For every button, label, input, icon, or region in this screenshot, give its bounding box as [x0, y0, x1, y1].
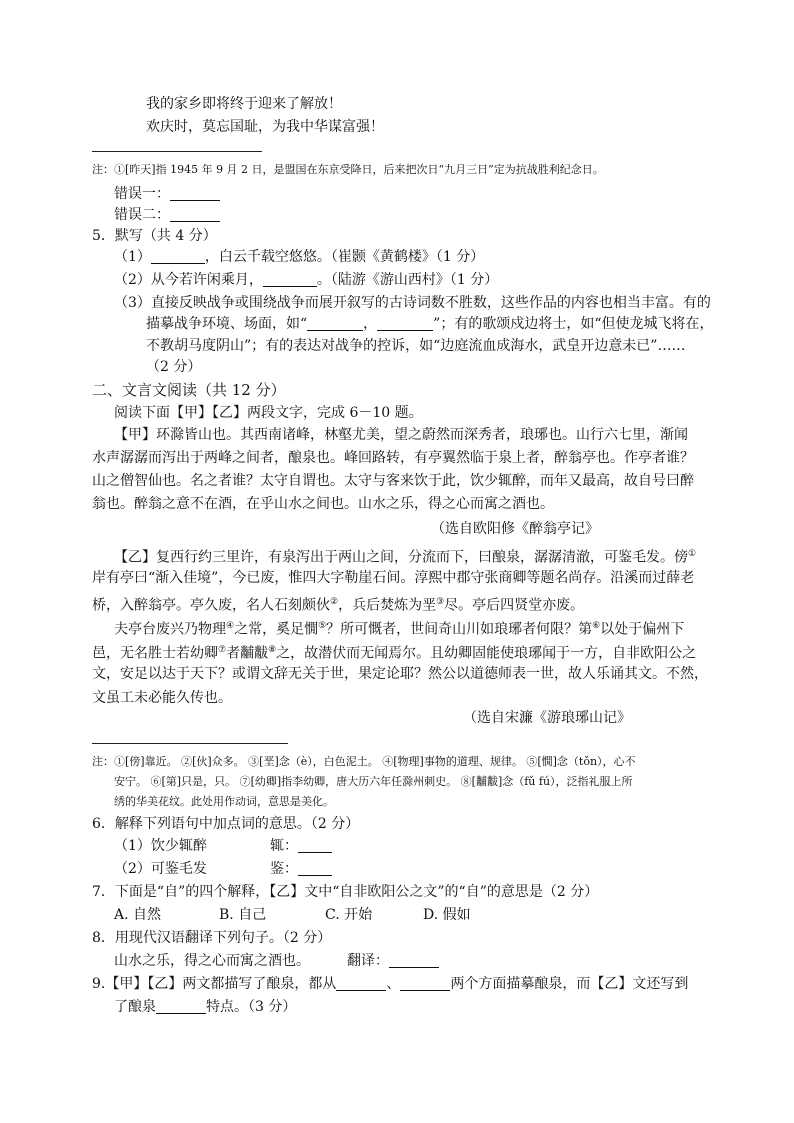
q5-item-1-number: （1） [114, 249, 151, 265]
q5-item-1 [114, 248, 484, 266]
yi-line-4-text-b: 之常，奚足憪 [234, 621, 319, 638]
q5-title: 5．默写（共 4 分） [92, 228, 217, 244]
q5-item-3-blank-2 [377, 316, 433, 331]
q5-item-3-suffix: ”；有的歌颂戍边将士，如“但使龙城飞将在， [433, 316, 714, 332]
q9-blank-1 [336, 976, 386, 991]
footnote-divider [92, 151, 262, 152]
q8-translation-label: 翻译： [347, 953, 389, 969]
q5-item-2-source: 。（陆游《游山西村》（1 分） [316, 272, 499, 288]
footnote-divider-2 [92, 743, 288, 744]
q9-blank-2 [400, 976, 450, 991]
yi-line-1 [114, 545, 696, 567]
error-one [114, 185, 220, 203]
q7-title: 7．下面是“自”的四个解释，【乙】文中“自非欧阳公之文”的“自”的意思是（2 分） [92, 884, 599, 900]
error-one-blank [170, 186, 220, 201]
q5-item-3-blank-1 [307, 316, 363, 331]
error-two-blank [170, 207, 220, 222]
yi-footnote-marker-4: ④ [226, 621, 235, 631]
q9-text-a: 9.【甲】【乙】两文都描写了酿泉，都从 [92, 976, 337, 992]
q7-option-d: D. 假如 [423, 907, 471, 923]
q5-item-3-prefix: 描摹战争环境、场面，如“ [146, 316, 308, 332]
yi-footnote-marker-5: ⑤ [318, 621, 327, 631]
q9-blank-3 [156, 999, 206, 1014]
section-2-intro: 阅读下面【甲】【乙】两段文字，完成 6－10 题。 [114, 405, 423, 421]
poem-line-1: 我的家乡即将终于迎来了解放！ [146, 96, 342, 112]
q5-item-1-blank [151, 249, 205, 264]
q5-item-3-line-1: （3）直接反映战争或围绕战争而展开叙写的古诗词数不胜数，这些作品的内容也相当丰富。有的 [114, 295, 711, 311]
notes-line-2: 安宁。 ⑥[第]只是，只。 ⑦[幼卿]指李幼卿，唐大历六年任滁州刺史。 ⑧[黼黻]念（fǔ fú），泛指礼服上所 [114, 775, 633, 788]
q9-line-2 [114, 998, 296, 1016]
yi-line-1-text: 【乙】复西行约三里许，有泉泻出于两山之间，分流而下，曰酿泉，潺潺清澈，可鉴毛发。傍 [114, 549, 688, 566]
error-one-label: 错误一： [114, 186, 170, 202]
yi-line-2: 岸有亭曰“渐入佳境”，今已废，惟四大字勒崖石间。淳熙中郡守张商卿等题名尚存。沿溪而过薛老 [92, 570, 695, 586]
yi-line-5 [92, 641, 696, 663]
jia-line-1: 【甲】环滁皆山也。其西南诸峰，林壑尤美，望之蔚然而深秀者，琅琊也。山行六七里，渐闻 [114, 427, 688, 443]
q5-item-2-text: （2）从今若许闲乘月， [114, 272, 263, 288]
q5-item-2 [114, 271, 498, 289]
q6-item-1-answer [270, 837, 332, 855]
yi-line-7: 文虽工未必能久传也。 [92, 690, 232, 706]
poem-line-2: 欢庆时，莫忘国耻，为我中华谋富强！ [146, 119, 384, 135]
yi-footnote-marker-8: ⑧ [268, 645, 277, 655]
yi-footnote-marker-3: ③ [436, 597, 445, 607]
notes-line-3: 绣的华美花纹。此处用作动词，意思是美化。 [114, 795, 334, 808]
yi-footnote-marker-6: ⑥ [592, 621, 601, 631]
q9-text-d: 特点。（3 分） [206, 999, 297, 1015]
q8-title: 8．用现代汉语翻译下列句子。（2 分） [92, 930, 332, 946]
jia-line-3: 山之僧智仙也。名之者谁？太守自谓也。太守与客来饮于此，饮少辄醉，而年又最高，故自号曰醉 [92, 473, 694, 489]
jia-line-2: 水声潺潺而泻出于两峰之间者，酿泉也。峰回路转，有亭翼然临于泉上者，醉翁亭也。作亭者谁？ [92, 450, 694, 466]
q7-option-b: B. 自己 [219, 907, 267, 923]
yi-line-3 [92, 593, 584, 615]
q6-title: 6．解释下列语句中加点词的意思。（2 分） [92, 816, 360, 832]
q5-item-1-text: ，白云千载空悠悠。（崔颢《黄鹤楼》（1 分） [204, 249, 485, 265]
jia-source: （选自欧阳修《醉翁亭记》 [431, 521, 599, 537]
q9-separator: 、 [386, 976, 401, 992]
q5-item-3-comma: ， [363, 316, 378, 332]
q6-item-2: （2）可鉴毛发 [114, 861, 207, 877]
q6-item-2-key: 鉴： [270, 861, 298, 877]
q6-item-2-answer [270, 860, 332, 878]
q9-text-c: 了酿泉 [114, 999, 156, 1015]
yi-line-3-text-c: 尽。亭后四贤堂亦废。 [444, 597, 585, 614]
section-2-title: 二、文言文阅读（共 12 分） [92, 381, 286, 399]
q6-item-1: （1）饮少辄醉 [114, 838, 207, 854]
yi-source: （选自宋濂《游琅琊山记》 [463, 710, 631, 726]
q9-line-1 [92, 975, 688, 993]
yi-footnote-marker-2: ② [330, 597, 339, 607]
yi-line-5-text-c: 之，故潜伏而无闻焉尔。且幼卿固能使琅琊闻于一方，自非欧阳公之 [276, 645, 697, 662]
q5-item-3-line-4: （2 分） [146, 359, 202, 375]
footnote-top: 注：①[昨天]指 1945 年 9 月 2 日，是盟国在东京受降日，后来把次日“九月三日”定为抗战胜利纪念日。 [92, 163, 604, 176]
yi-line-4-text-a: 夫亭台废兴乃物理 [114, 621, 226, 638]
yi-line-5-text-a: 邑，无名胜士若幼卿 [92, 645, 218, 662]
q9-text-b: 两个方面描摹酿泉，而【乙】文还写到 [450, 976, 689, 992]
yi-footnote-marker-7: ⑦ [218, 645, 227, 655]
q6-item-1-key: 辄： [270, 838, 298, 854]
q5-item-2-blank [263, 272, 317, 287]
jia-line-4: 翁也。醉翁之意不在酒，在乎山水之间也。山水之乐，得之心而寓之酒也。 [92, 496, 554, 512]
q8-translation-blank [389, 953, 439, 968]
yi-line-5-text-b: 者黼黻 [226, 645, 269, 662]
q5-item-3-line-3: 不教胡马度阴山”；有的表达对战争的控诉，如“边庭流血成海水，武皇开边意未已”…… [146, 338, 686, 354]
yi-line-6: 文，安足以达于天下？或谓文辞无关于世，果定论耶？然公以道德师表一世，故人乐诵其文。不然， [92, 666, 708, 682]
yi-footnote-marker-1: ① [688, 549, 697, 559]
q6-item-1-blank [298, 838, 332, 853]
q8-sentence: 山水之乐，得之心而寓之酒也。 [114, 953, 310, 969]
q7-option-c: C. 开始 [325, 907, 373, 923]
q5-item-3-line-2 [146, 315, 714, 333]
q7-option-a: A. 自然 [114, 907, 162, 923]
error-two [114, 206, 220, 224]
yi-line-4 [114, 617, 684, 639]
q8-translation [347, 952, 439, 970]
yi-line-3-text-a: 桥，入醉翁亭。亭久废，名人石刻颇伙 [92, 597, 330, 614]
q6-item-2-blank [298, 861, 332, 876]
notes-line-1: 注：①[傍]靠近。 ②[伙]众多。 ③[垩]念（è），白色泥土。 ④[物理]事物的道理、规律。 ⑤[憪]念（tǒn），心不 [92, 755, 636, 768]
yi-line-3-text-b: ，兵后焚炼为垩 [338, 597, 437, 614]
error-two-label: 错误二： [114, 207, 170, 223]
yi-line-4-text-c: ？所可慨者，世间奇山川如琅琊者何限？第 [326, 621, 593, 638]
yi-line-4-text-d: 以处于偏州下 [600, 621, 685, 638]
